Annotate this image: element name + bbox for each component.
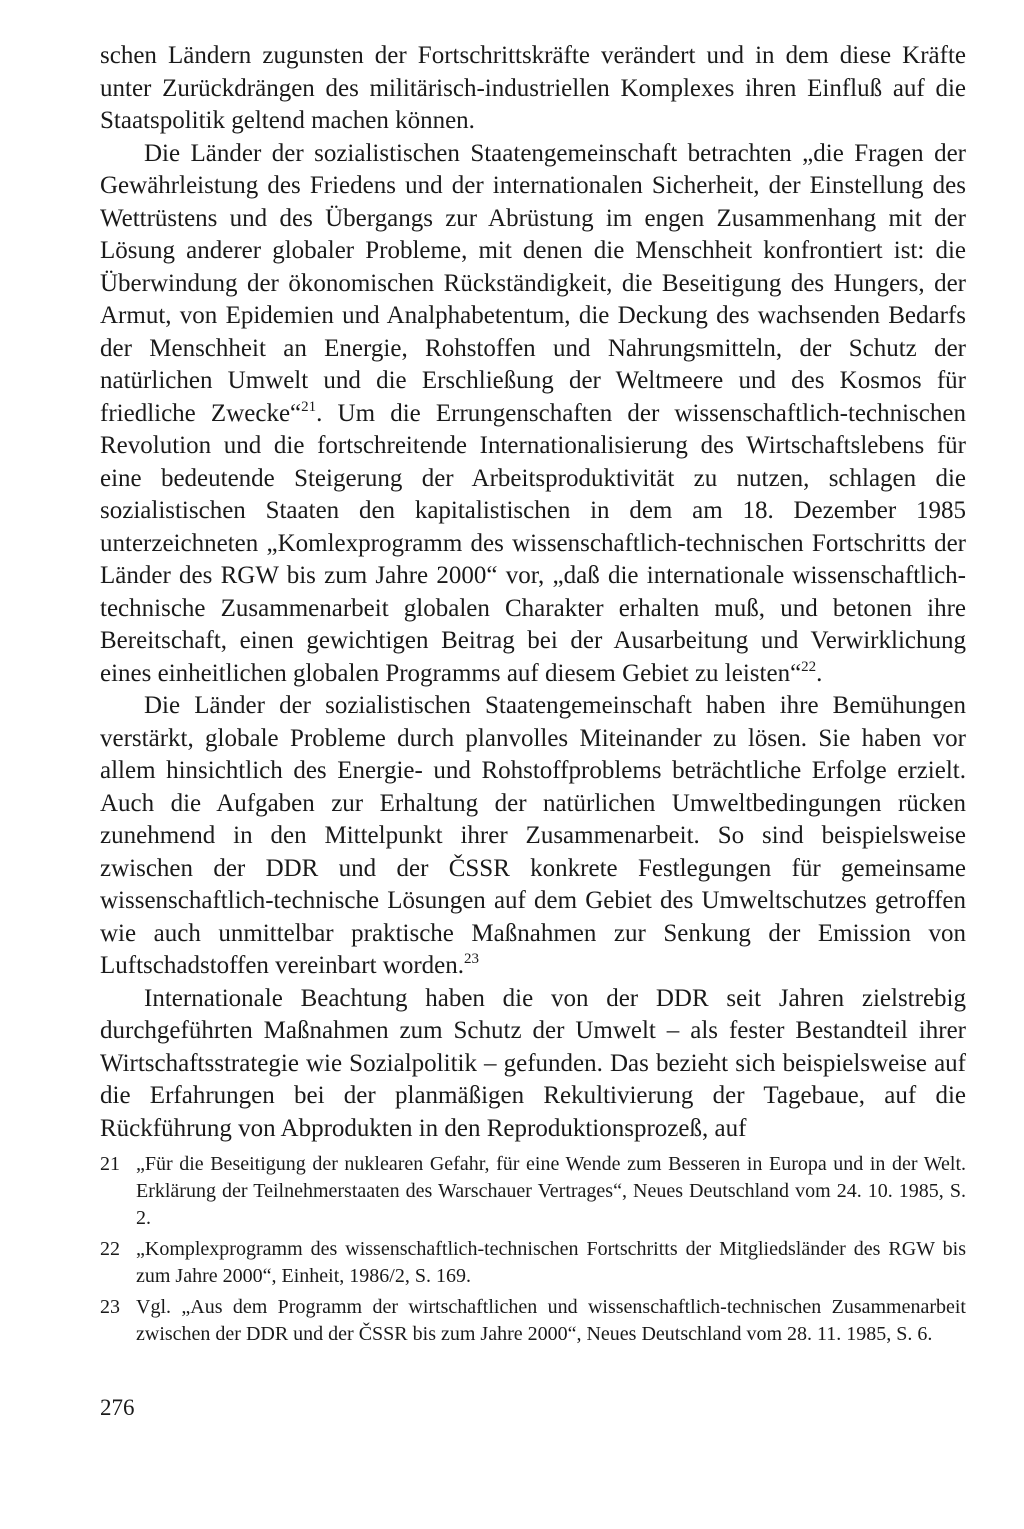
footnote-number: 21 — [100, 1153, 120, 1175]
paragraph-4: Internationale Beachtung haben die von der DDR seit Jahren zielstrebig durchgeführten Maßnahmen zum Schutz der Umwelt – als fester Bestandteil ihrer Wirtschaftsstrategie wie Sozialpolitik – gefunden. Das bezieht sich beispielsweise auf die Erfahrungen bei der planmäßigen Rekultivierung der Tagebaue, auf die Rückführung von Abprodukten in den Reproduktionsprozeß, auf — [100, 984, 966, 1142]
paragraph-2-text-a: Die Länder der sozialistischen Staatengemeinschaft betrachten „die Fragen der Gewährleistung des Friedens und der internationalen Sicherheit, der Einstellung des Wettrüstens und des Übergangs zur Abrüstung im engen Zusammenhang mit der Lösung anderer globaler Probleme, mit denen die Menschheit konfrontiert ist: die Überwindung der ökonomischen Rückständigkeit, die Beseitigung des Hungers, der Armut, von Epidemien und Analphabetentum, die Deckung des wachsenden Bedarfs der Menschheit an Energie, Rohstoffen und Nahrungsmitteln, der Schutz der natürlichen Umwelt und die Erschließung der Weltmeere und des Kosmos für friedliche Zwecke“ — [100, 139, 966, 427]
footnote-ref-22: 22 — [801, 658, 817, 675]
footnote-ref-23: 23 — [464, 951, 479, 967]
footnote-text: „Für die Beseitigung der nuklearen Gefahr, für eine Wende zum Besseren in Europa und in der Welt. Erklärung der Teilnehmerstaaten des Warschauer Vertrages“, Neues Deutschland vom 24. 10. 1985, S. 2. — [136, 1153, 966, 1229]
paragraph-2-text-c: . — [816, 659, 823, 687]
page-number: 276 — [100, 1395, 135, 1420]
paragraph-1: schen Ländern zugunsten der Fortschrittskräfte verändert und in dem diese Kräfte unter Zurückdrängen des militärisch-industriellen Komplexes ihren Einfluß auf die Staatspolitik geltend machen können. — [100, 42, 966, 134]
paragraph-2-text-b: . Um die Errungenschaften der wissenschaftlich-technischen Revolution und die fortschreitende Internationalisierung des Wirtschaftslebens für eine bedeutende Steigerung der Arbeitsproduktivität zu nutzen, schlagen die sozialistischen Staaten den kapitalistischen in dem am 18. Dezember 1985 unterzeichneten „Komlexprogramm des wissenschaftlich-technischen Fortschritts der Länder des RGW bis zum Jahre 2000“ vor, „daß die internationale wissenschaftlich-technische Zusammenarbeit globalen Charakter erhalten muß, und betonen ihre Bereitschaft, einen gewichtigen Beitrag bei der Ausarbeitung und Verwirklichung eines einheitlichen globalen Programms auf diesem Gebiet zu leisten“ — [100, 399, 966, 687]
footnote-22 — [100, 1236, 966, 1290]
paragraph-3-text: Die Länder der sozialistischen Staatengemeinschaft haben ihre Bemühungen verstärkt, globale Probleme durch planvolles Miteinander zu lösen. Sie haben vor allem hinsichtlich des Energie- und Rohstoffproblems beträchtliche Erfolge erzielt. Auch die Aufgaben zur Erhaltung der natürlichen Umweltbedingungen rücken zunehmend in den Mittelpunkt ihrer Zusammenarbeit. So sind beispielsweise zwischen der DDR und der ČSSR konkrete Festlegungen für gemeinsame wissenschaftlich-technische Lösungen auf dem Gebiet des Umweltschutzes getroffen wie auch unmittelbar praktische Maßnahmen zur Senkung der Emission von Luftschadstoffen vereinbart worden. — [100, 692, 966, 979]
footnote-text: „Komplexprogramm des wissenschaftlich-technischen Fortschritts der Mitgliedsländer des RGW bis zum Jahre 2000“, Einheit, 1986/2, S. 169. — [136, 1238, 966, 1287]
footnote-23 — [100, 1294, 966, 1348]
footnote-number: 22 — [100, 1238, 120, 1260]
footnote-number: 23 — [100, 1296, 120, 1318]
footnotes — [100, 1151, 966, 1352]
paragraph-2 — [100, 138, 966, 691]
footnote-ref-21: 21 — [301, 398, 317, 415]
paragraph-3 — [100, 690, 966, 983]
main-text — [100, 40, 966, 1145]
footnote-text: Vgl. „Aus dem Programm der wirtschaftlichen und wissenschaftlich-technischen Zusammenarbeit zwischen der DDR und der ČSSR bis zum Jahre 2000“, Neues Deutschland vom 28. 11. 1985, S. 6. — [136, 1296, 966, 1345]
footnote-21 — [100, 1151, 966, 1232]
